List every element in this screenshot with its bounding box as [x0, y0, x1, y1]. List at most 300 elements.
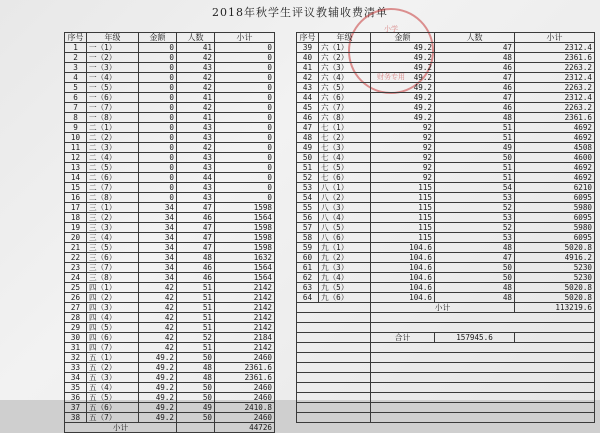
cell-index: 26: [65, 293, 87, 303]
cell-count: 43: [177, 63, 215, 73]
blank-row: [297, 353, 595, 363]
cell-count: 53: [435, 233, 515, 243]
cell-subtotal: 5020.8: [515, 293, 595, 303]
cell-amount: 0: [139, 173, 177, 183]
cell-grade: 一（4）: [87, 73, 139, 83]
table-row: [65, 403, 275, 413]
cell-index: 3: [65, 63, 87, 73]
cell-count: 47: [435, 253, 515, 263]
cell-grade: 一（7）: [87, 103, 139, 113]
cell-count: 47: [177, 243, 215, 253]
cell-subtotal: 0: [215, 173, 275, 183]
cell-amount: 49.2: [371, 63, 435, 73]
table-row: [297, 243, 595, 253]
column-header: 序号: [65, 33, 87, 43]
table-row: [65, 103, 275, 113]
cell-index: 52: [297, 173, 319, 183]
cell-index: 49: [297, 143, 319, 153]
table-row: [65, 63, 275, 73]
cell-index: 15: [65, 183, 87, 193]
cell-subtotal: 5230: [515, 263, 595, 273]
cell-count: 41: [177, 113, 215, 123]
cell-amount: 42: [139, 283, 177, 293]
empty-cell: [371, 413, 595, 423]
cell-index: 30: [65, 333, 87, 343]
cell-amount: 0: [139, 123, 177, 133]
cell-index: 25: [65, 283, 87, 293]
cell-index: 29: [65, 323, 87, 333]
cell-amount: 42: [139, 293, 177, 303]
cell-subtotal: 0: [215, 133, 275, 143]
cell-subtotal: 4692: [515, 173, 595, 183]
cell-index: 32: [65, 353, 87, 363]
table-row: [65, 413, 275, 423]
cell-subtotal: 2312.4: [515, 73, 595, 83]
cell-count: 52: [435, 223, 515, 233]
left-fee-table: [64, 32, 275, 433]
cell-subtotal: 2142: [215, 323, 275, 333]
cell-subtotal: 2361.6: [515, 113, 595, 123]
cell-subtotal: 6095: [515, 193, 595, 203]
table-row: [297, 223, 595, 233]
cell-subtotal: 2460: [215, 393, 275, 403]
table-row: [297, 143, 595, 153]
table-row: [65, 83, 275, 93]
table-row: [297, 153, 595, 163]
cell-amount: 49.2: [371, 113, 435, 123]
cell-index: 33: [65, 363, 87, 373]
subtotal-value: 44726: [215, 423, 275, 433]
cell-index: 39: [297, 43, 319, 53]
column-header: 序号: [297, 33, 319, 43]
table-row: [65, 163, 275, 173]
cell-amount: 115: [371, 213, 435, 223]
table-row: [65, 343, 275, 353]
table-row: [65, 283, 275, 293]
cell-index: 60: [297, 253, 319, 263]
cell-amount: 49.2: [139, 353, 177, 363]
cell-count: 51: [177, 313, 215, 323]
cell-subtotal: 0: [215, 103, 275, 113]
column-header: 年级: [319, 33, 371, 43]
cell-grade: 六（6）: [319, 93, 371, 103]
cell-subtotal: 1598: [215, 233, 275, 243]
cell-count: 48: [177, 253, 215, 263]
cell-count: 46: [177, 263, 215, 273]
cell-amount: 115: [371, 233, 435, 243]
blank-row: [297, 313, 595, 323]
cell-count: 42: [177, 143, 215, 153]
cell-index: 27: [65, 303, 87, 313]
cell-count: 51: [435, 163, 515, 173]
cell-subtotal: 0: [215, 63, 275, 73]
cell-subtotal: 2263.2: [515, 63, 595, 73]
cell-count: 43: [177, 163, 215, 173]
table-row: [297, 43, 595, 53]
table-row: [65, 123, 275, 133]
cell-subtotal: 4692: [515, 123, 595, 133]
cell-grade: 五（6）: [87, 403, 139, 413]
table-row: [65, 43, 275, 53]
table-row: [297, 253, 595, 263]
cell-subtotal: 0: [215, 43, 275, 53]
cell-amount: 104.6: [371, 253, 435, 263]
cell-amount: 0: [139, 103, 177, 113]
cell-index: 42: [297, 73, 319, 83]
table-row: [65, 173, 275, 183]
cell-grade: 七（5）: [319, 163, 371, 173]
cell-index: 44: [297, 93, 319, 103]
cell-index: 45: [297, 103, 319, 113]
cell-grade: 八（1）: [319, 183, 371, 193]
table-row: [297, 83, 595, 93]
cell-grade: 二（4）: [87, 153, 139, 163]
cell-subtotal: 2460: [215, 353, 275, 363]
blank-row: [297, 343, 595, 353]
cell-count: 46: [177, 273, 215, 283]
table-row: [65, 363, 275, 373]
table-header-row: [297, 33, 595, 43]
blank-row: [297, 363, 595, 373]
cell-amount: 34: [139, 253, 177, 263]
cell-index: 13: [65, 163, 87, 173]
table-row: [65, 313, 275, 323]
cell-grade: 六（3）: [319, 63, 371, 73]
cell-subtotal: 2184: [215, 333, 275, 343]
blank-row: [297, 323, 595, 333]
empty-cell: [371, 353, 595, 363]
cell-grade: 七（6）: [319, 173, 371, 183]
cell-subtotal: 1564: [215, 273, 275, 283]
cell-index: 17: [65, 203, 87, 213]
cell-amount: 0: [139, 53, 177, 63]
cell-subtotal: 0: [215, 183, 275, 193]
cell-index: 59: [297, 243, 319, 253]
cell-grade: 二（7）: [87, 183, 139, 193]
cell-count: 47: [435, 43, 515, 53]
cell-subtotal: 6095: [515, 233, 595, 243]
cell-grade: 四（6）: [87, 333, 139, 343]
cell-count: 46: [435, 103, 515, 113]
cell-amount: 0: [139, 93, 177, 103]
cell-grade: 三（6）: [87, 253, 139, 263]
cell-count: 51: [177, 323, 215, 333]
column-header: 人数: [435, 33, 515, 43]
cell-subtotal: 2142: [215, 283, 275, 293]
cell-grade: 八（6）: [319, 233, 371, 243]
table-row: [65, 353, 275, 363]
cell-index: 58: [297, 233, 319, 243]
cell-grade: 七（3）: [319, 143, 371, 153]
cell-index: 6: [65, 93, 87, 103]
cell-subtotal: 1598: [215, 203, 275, 213]
grand-total-row: [297, 333, 595, 343]
cell-grade: 六（2）: [319, 53, 371, 63]
table-row: [65, 213, 275, 223]
table-row: [65, 73, 275, 83]
cell-count: 41: [177, 43, 215, 53]
cell-grade: 四（3）: [87, 303, 139, 313]
cell-count: 50: [435, 273, 515, 283]
cell-subtotal: 2312.4: [515, 43, 595, 53]
cell-count: 41: [177, 93, 215, 103]
cell-index: 22: [65, 253, 87, 263]
cell-count: 48: [435, 113, 515, 123]
cell-grade: 三（5）: [87, 243, 139, 253]
cell-subtotal: 0: [215, 73, 275, 83]
table-row: [297, 133, 595, 143]
cell-grade: 六（1）: [319, 43, 371, 53]
cell-subtotal: 0: [215, 93, 275, 103]
cell-subtotal: 0: [215, 143, 275, 153]
cell-index: 47: [297, 123, 319, 133]
column-header: 人数: [177, 33, 215, 43]
cell-grade: 四（2）: [87, 293, 139, 303]
table-row: [297, 123, 595, 133]
cell-amount: 115: [371, 193, 435, 203]
table-row: [65, 203, 275, 213]
cell-index: 14: [65, 173, 87, 183]
cell-subtotal: 4692: [515, 133, 595, 143]
column-header: 金额: [139, 33, 177, 43]
stamp-bottom-text: 财务专用: [377, 73, 405, 81]
cell-grade: 五（1）: [87, 353, 139, 363]
cell-subtotal: 5020.8: [515, 283, 595, 293]
cell-subtotal: 5980: [515, 223, 595, 233]
cell-count: 42: [177, 53, 215, 63]
empty-cell: [371, 363, 595, 373]
cell-grade: 三（4）: [87, 233, 139, 243]
cell-amount: 34: [139, 273, 177, 283]
cell-count: 51: [177, 303, 215, 313]
cell-count: 50: [177, 413, 215, 423]
cell-grade: 六（7）: [319, 103, 371, 113]
cell-count: 43: [177, 193, 215, 203]
cell-index: 7: [65, 103, 87, 113]
subtotal-row: [65, 423, 275, 433]
cell-grade: 四（4）: [87, 313, 139, 323]
cell-index: 61: [297, 263, 319, 273]
cell-amount: 0: [139, 183, 177, 193]
cell-subtotal: 0: [215, 153, 275, 163]
cell-subtotal: 2361.6: [215, 373, 275, 383]
empty-cell: [297, 373, 371, 383]
empty-cell: [515, 333, 595, 343]
cell-amount: 115: [371, 183, 435, 193]
cell-count: 51: [177, 343, 215, 353]
cell-count: 43: [177, 133, 215, 143]
cell-subtotal: 2312.4: [515, 93, 595, 103]
subtotal-label: 小计: [371, 303, 515, 313]
cell-subtotal: 2263.2: [515, 83, 595, 93]
cell-subtotal: 2263.2: [515, 103, 595, 113]
cell-count: 49: [177, 403, 215, 413]
cell-amount: 49.2: [139, 363, 177, 373]
cell-count: 52: [435, 203, 515, 213]
cell-subtotal: 1632: [215, 253, 275, 263]
empty-cell: [371, 403, 595, 413]
table-row: [297, 173, 595, 183]
blank-row: [297, 413, 595, 423]
table-row: [297, 163, 595, 173]
cell-count: 47: [177, 203, 215, 213]
empty-cell: [297, 403, 371, 413]
cell-amount: 49.2: [139, 403, 177, 413]
cell-index: 28: [65, 313, 87, 323]
cell-count: 51: [435, 133, 515, 143]
empty-cell: [177, 423, 215, 433]
cell-grade: 一（8）: [87, 113, 139, 123]
blank-row: [297, 383, 595, 393]
cell-subtotal: 0: [215, 83, 275, 93]
cell-grade: 二（5）: [87, 163, 139, 173]
cell-index: 12: [65, 153, 87, 163]
cell-grade: 六（4）: [319, 73, 371, 83]
cell-index: 37: [65, 403, 87, 413]
cell-amount: 92: [371, 143, 435, 153]
empty-cell: [371, 343, 595, 353]
empty-cell: [297, 413, 371, 423]
cell-count: 42: [177, 103, 215, 113]
grand-total-value: 157945.6: [435, 333, 515, 343]
cell-count: 48: [177, 373, 215, 383]
cell-subtotal: 1564: [215, 213, 275, 223]
table-row: [297, 283, 595, 293]
table-row: [297, 213, 595, 223]
cell-amount: 49.2: [371, 73, 435, 83]
cell-subtotal: 4600: [515, 153, 595, 163]
cell-index: 64: [297, 293, 319, 303]
empty-cell: [297, 323, 371, 333]
cell-subtotal: 0: [215, 193, 275, 203]
table-row: [297, 63, 595, 73]
cell-count: 50: [435, 263, 515, 273]
cell-grade: 六（8）: [319, 113, 371, 123]
table-row: [65, 253, 275, 263]
cell-amount: 49.2: [139, 383, 177, 393]
cell-grade: 一（2）: [87, 53, 139, 63]
cell-count: 46: [435, 83, 515, 93]
table-row: [297, 73, 595, 83]
table-row: [65, 293, 275, 303]
table-row: [297, 103, 595, 113]
cell-subtotal: 2142: [215, 343, 275, 353]
cell-grade: 三（7）: [87, 263, 139, 273]
cell-grade: 二（3）: [87, 143, 139, 153]
cell-grade: 九（2）: [319, 253, 371, 263]
table-row: [297, 263, 595, 273]
document-title: 2018年秋学生评议教辅收费清单: [212, 6, 388, 19]
cell-grade: 八（4）: [319, 213, 371, 223]
cell-grade: 五（2）: [87, 363, 139, 373]
cell-amount: 49.2: [139, 393, 177, 403]
cell-index: 23: [65, 263, 87, 273]
empty-cell: [297, 343, 371, 353]
cell-grade: 九（4）: [319, 273, 371, 283]
table-row: [65, 273, 275, 283]
cell-index: 55: [297, 203, 319, 213]
table-row: [297, 113, 595, 123]
table-row: [65, 53, 275, 63]
cell-index: 48: [297, 133, 319, 143]
cell-subtotal: 0: [215, 113, 275, 123]
empty-cell: [297, 393, 371, 403]
table-header-row: [65, 33, 275, 43]
cell-amount: 104.6: [371, 243, 435, 253]
cell-count: 51: [435, 173, 515, 183]
cell-index: 20: [65, 233, 87, 243]
cell-subtotal: 1564: [215, 263, 275, 273]
cell-count: 50: [177, 393, 215, 403]
table-row: [65, 243, 275, 253]
cell-amount: 104.6: [371, 283, 435, 293]
cell-grade: 四（1）: [87, 283, 139, 293]
cell-index: 56: [297, 213, 319, 223]
empty-cell: [297, 303, 371, 313]
cell-grade: 八（2）: [319, 193, 371, 203]
cell-grade: 四（7）: [87, 343, 139, 353]
cell-count: 53: [435, 193, 515, 203]
cell-subtotal: 2361.6: [515, 53, 595, 63]
cell-amount: 42: [139, 333, 177, 343]
cell-subtotal: 2460: [215, 413, 275, 423]
cell-grade: 七（1）: [319, 123, 371, 133]
cell-subtotal: 4916.2: [515, 253, 595, 263]
table-row: [297, 233, 595, 243]
column-header: 年级: [87, 33, 139, 43]
cell-grade: 三（3）: [87, 223, 139, 233]
cell-index: 4: [65, 73, 87, 83]
cell-amount: 0: [139, 73, 177, 83]
cell-amount: 92: [371, 153, 435, 163]
cell-subtotal: 2142: [215, 293, 275, 303]
cell-count: 47: [177, 233, 215, 243]
cell-amount: 49.2: [371, 43, 435, 53]
cell-amount: 42: [139, 303, 177, 313]
subtotal-label: 小计: [65, 423, 177, 433]
cell-count: 48: [435, 53, 515, 63]
table-row: [65, 93, 275, 103]
cell-grade: 一（5）: [87, 83, 139, 93]
cell-amount: 49.2: [371, 103, 435, 113]
cell-subtotal: 5230: [515, 273, 595, 283]
cell-grade: 七（2）: [319, 133, 371, 143]
column-header: 小计: [215, 33, 275, 43]
empty-cell: [297, 353, 371, 363]
cell-amount: 0: [139, 113, 177, 123]
cell-index: 24: [65, 273, 87, 283]
cell-count: 49: [435, 143, 515, 153]
cell-index: 50: [297, 153, 319, 163]
table-row: [65, 393, 275, 403]
cell-index: 34: [65, 373, 87, 383]
cell-amount: 104.6: [371, 273, 435, 283]
cell-amount: 0: [139, 153, 177, 163]
table-row: [65, 303, 275, 313]
cell-subtotal: 1598: [215, 223, 275, 233]
table-row: [65, 383, 275, 393]
cell-subtotal: 5980: [515, 203, 595, 213]
subtotal-row: [297, 303, 595, 313]
cell-amount: 0: [139, 43, 177, 53]
cell-amount: 0: [139, 63, 177, 73]
cell-amount: 92: [371, 133, 435, 143]
cell-index: 57: [297, 223, 319, 233]
cell-grade: 三（1）: [87, 203, 139, 213]
cell-index: 38: [65, 413, 87, 423]
cell-count: 42: [177, 73, 215, 83]
cell-amount: 49.2: [371, 83, 435, 93]
